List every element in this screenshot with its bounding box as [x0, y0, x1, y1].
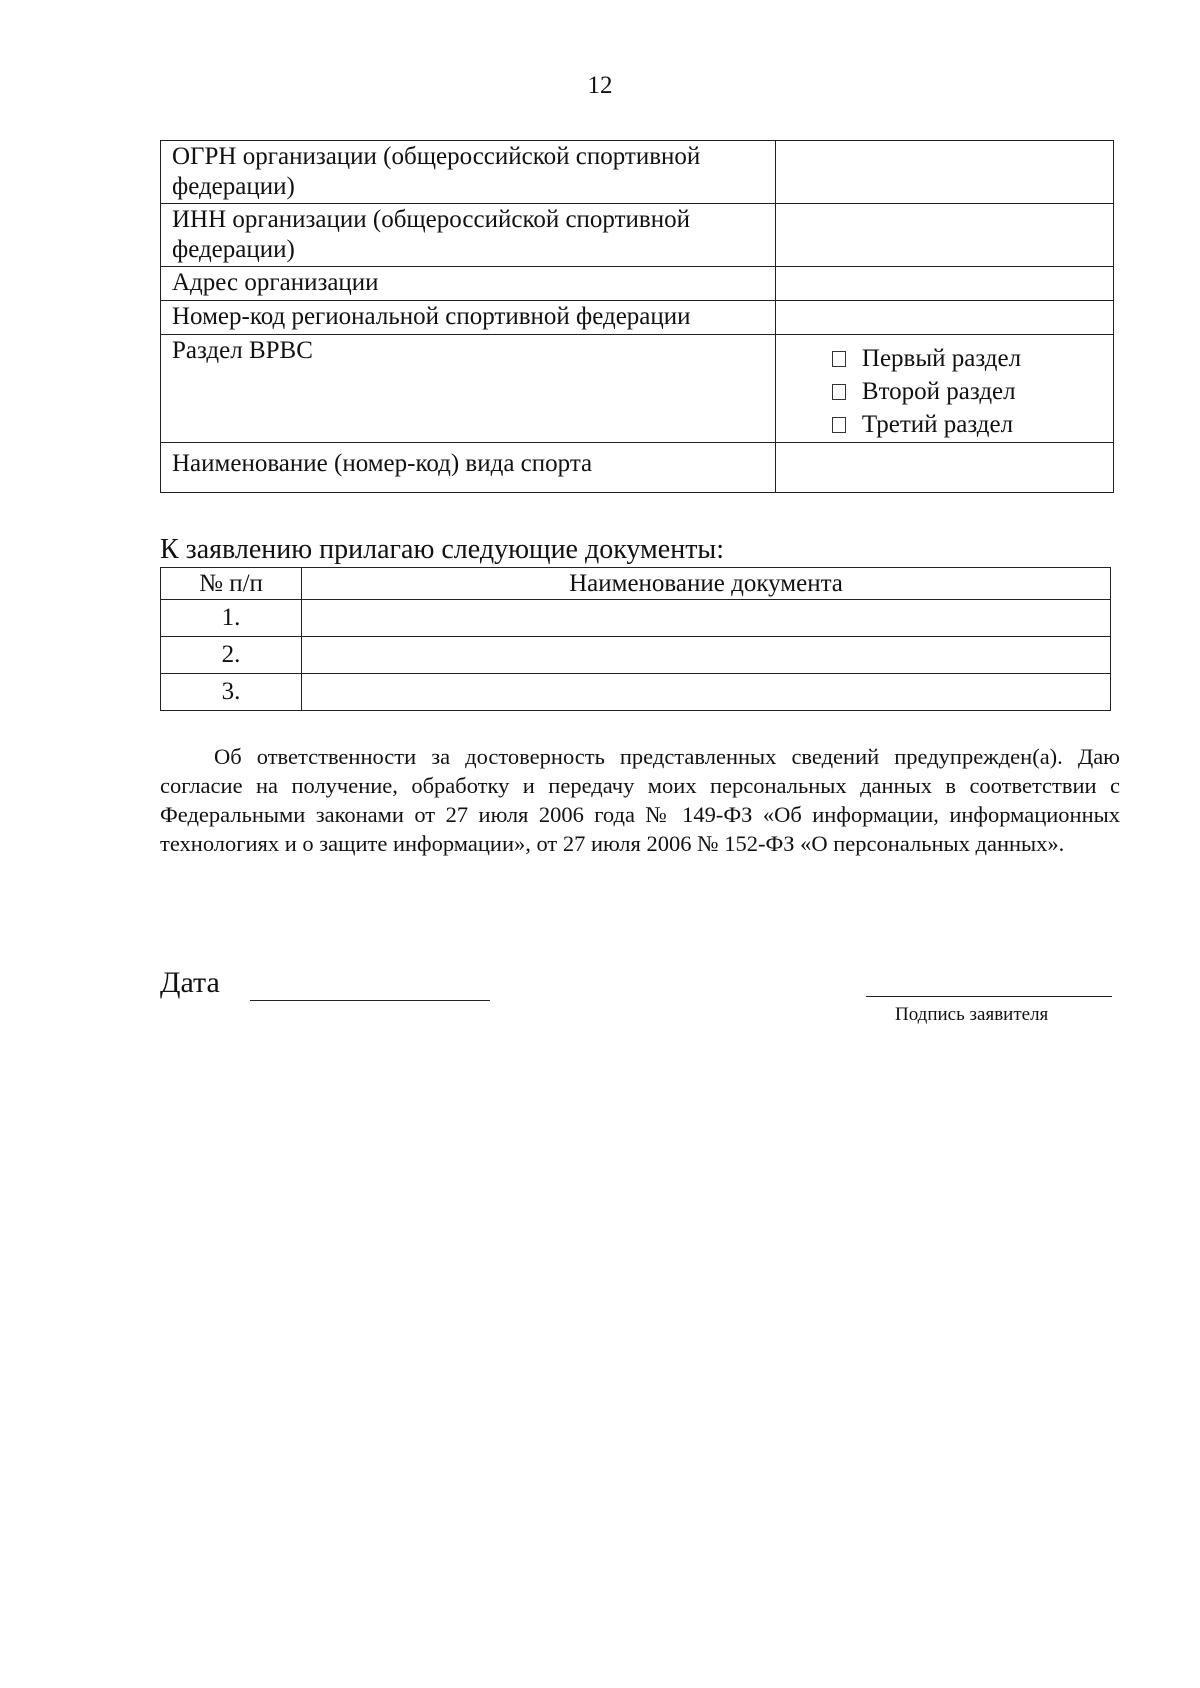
table-row	[161, 674, 1111, 711]
sport-row	[161, 443, 1114, 493]
ogrn-label: ОГРН организации (общероссийской спортивной федерации)	[161, 141, 776, 204]
regional-code-value-field[interactable]	[775, 301, 1113, 335]
sport-label: Наименование (номер-код) вида спорта	[161, 443, 776, 493]
sport-value-field[interactable]	[775, 443, 1113, 493]
section-row	[161, 335, 1114, 443]
documents-header-row	[161, 568, 1111, 600]
table-row	[161, 637, 1111, 674]
organization-info-table	[160, 140, 1114, 493]
document-name-field[interactable]	[302, 600, 1111, 637]
consent-paragraph: Об ответственности за достоверность представленных сведений предупрежден(а). Даю согласие на получение, обработку и передачу моих персональных данных в соответствии с Федеральными законами от 27 июля 2006 года № 149-ФЗ «Об информации, информационных технологиях и о защите информации», от 27 июля 2006 № 152-ФЗ «О персональных данных».	[160, 744, 1120, 856]
section-option-first[interactable]	[832, 342, 1103, 375]
section-option-label: Второй раздел	[861, 377, 1016, 405]
checkbox-icon[interactable]	[832, 351, 846, 367]
row-number: 2.	[161, 637, 302, 674]
address-row	[161, 267, 1114, 301]
document-name-field[interactable]	[302, 674, 1111, 711]
regional-code-row	[161, 301, 1114, 335]
section-option-label: Третий раздел	[861, 410, 1014, 438]
signature-line[interactable]	[866, 996, 1112, 997]
inn-label: ИНН организации (общероссийской спортивной федерации)	[161, 204, 776, 267]
section-checkbox-list	[787, 336, 1103, 441]
section-option-second[interactable]	[832, 375, 1103, 408]
documents-heading: К заявлению прилагаю следующие документы:	[160, 534, 725, 565]
row-number: 3.	[161, 674, 302, 711]
inn-row	[161, 204, 1114, 267]
address-label: Адрес организации	[161, 267, 776, 301]
row-number: 1.	[161, 600, 302, 637]
column-header-number: № п/п	[161, 568, 302, 600]
table-row	[161, 600, 1111, 637]
column-header-document-name: Наименование документа	[302, 568, 1111, 600]
date-label: Дата	[160, 966, 220, 999]
ogrn-row	[161, 141, 1114, 204]
address-value-field[interactable]	[775, 267, 1113, 301]
section-option-third[interactable]	[832, 408, 1103, 441]
date-input-line[interactable]	[250, 1000, 490, 1001]
document-name-field[interactable]	[302, 637, 1111, 674]
page-number: 12	[587, 72, 613, 99]
regional-code-label: Номер-код региональной спортивной федерации	[161, 301, 776, 335]
section-options-cell	[775, 335, 1113, 443]
checkbox-icon[interactable]	[832, 417, 846, 433]
section-label: Раздел ВРВС	[161, 335, 776, 443]
documents-table	[160, 567, 1111, 711]
inn-value-field[interactable]	[775, 204, 1113, 267]
section-option-label: Первый раздел	[861, 344, 1022, 372]
ogrn-value-field[interactable]	[775, 141, 1113, 204]
checkbox-icon[interactable]	[832, 384, 846, 400]
signature-caption: Подпись заявителя	[895, 1004, 1049, 1025]
